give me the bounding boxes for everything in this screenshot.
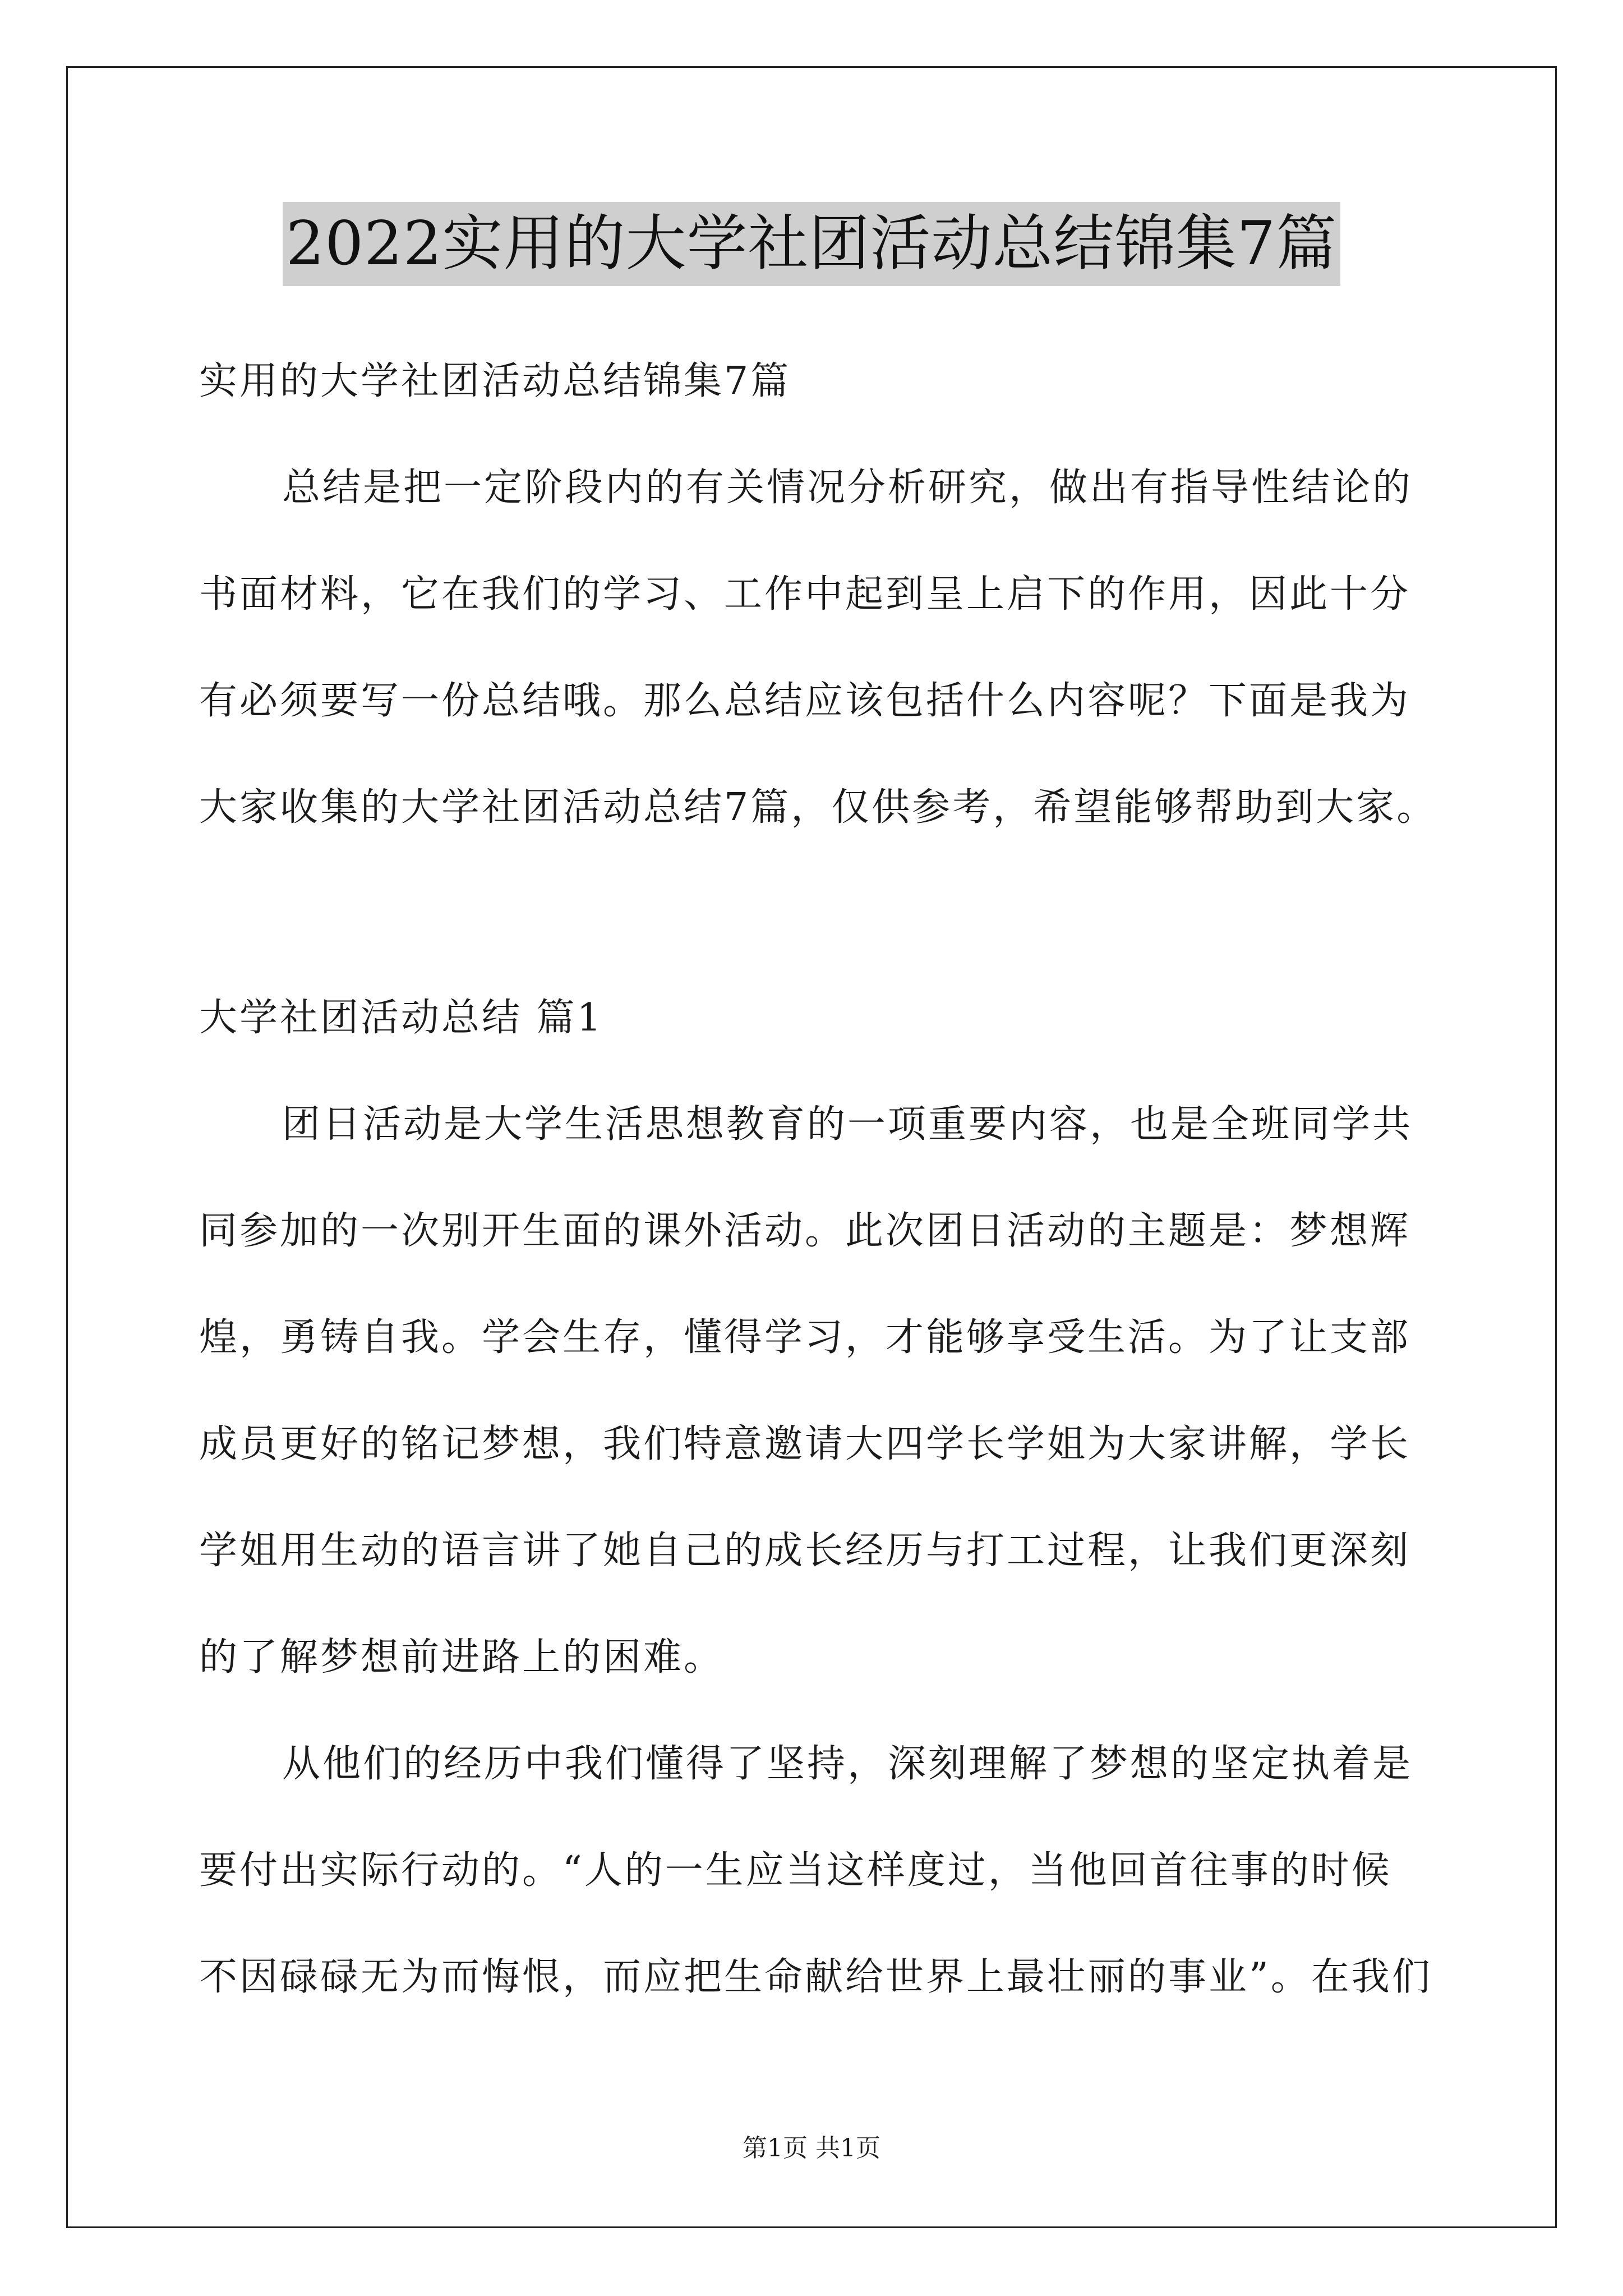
para1-line-3: 煌，勇铸自我。学会生存，懂得学习，才能够享受生活。为了让支部: [199, 1315, 1411, 1360]
page-footer: 第1页 共1页: [743, 2134, 880, 2162]
intro-line-4: 大家收集的大学社团活动总结7篇，仅供参考，希望能够帮助到大家。: [199, 785, 1437, 830]
intro-line-2: 书面材料，它在我们的学习、工作中起到呈上启下的作用，因此十分: [199, 572, 1411, 616]
para1-line-4: 成员更好的铭记梦想，我们特意邀请大四学长学姐为大家讲解，学长: [199, 1422, 1411, 1466]
para1-line-6: 的了解梦想前进路上的困难。: [199, 1635, 725, 1680]
para2-line-3: 不因碌碌无为而悔恨，而应把生命献给世界上最壮丽的事业”。在我们: [199, 1955, 1432, 1999]
para2-line-1: 从他们的经历中我们懂得了坚持，深刻理解了梦想的坚定执着是: [282, 1742, 1413, 1786]
para1-line-1: 团日活动是大学生活思想教育的一项重要内容，也是全班同学共: [282, 1102, 1413, 1147]
para2-line-2: 要付出实际行动的。“人的一生应当这样度过，当他回首往事的时候: [199, 1848, 1392, 1893]
para1-line-2: 同参加的一次别开生面的课外活动。此次团日活动的主题是：梦想辉: [199, 1209, 1411, 1253]
section-heading: 大学社团活动总结 篇1: [199, 996, 603, 1040]
document-title: 2022实用的大学社团活动总结锦集7篇: [283, 202, 1341, 286]
para1-line-5: 学姐用生动的语言讲了她自己的成长经历与打工过程，让我们更深刻: [199, 1529, 1411, 1573]
document-subtitle: 实用的大学社团活动总结锦集7篇: [199, 359, 791, 403]
intro-line-1: 总结是把一定阶段内的有关情况分析研究，做出有指导性结论的: [282, 466, 1413, 510]
title-container: [0, 202, 1623, 286]
intro-line-3: 有必须要写一份总结哦。那么总结应该包括什么内容呢？下面是我为: [199, 679, 1411, 723]
